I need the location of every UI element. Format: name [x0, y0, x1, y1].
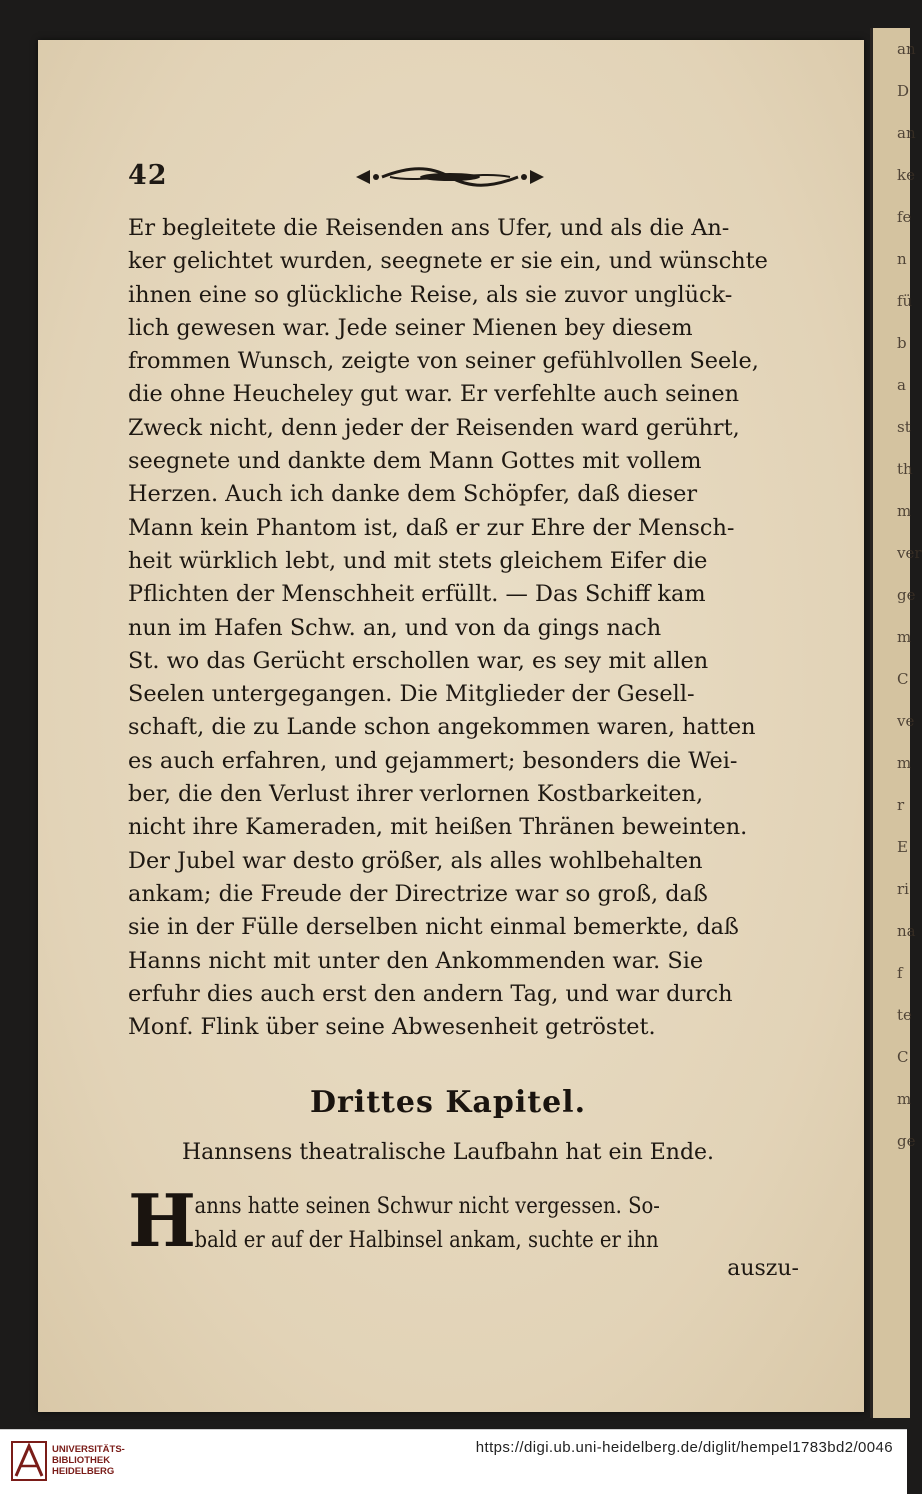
text-line: sie in der Fülle derselben nicht einmal bemerkte, daß	[128, 914, 739, 941]
facing-page-fragment: st	[897, 418, 911, 436]
facing-page-fragment: ke	[897, 166, 915, 184]
facing-page-fragment: E	[897, 838, 908, 856]
text-line: es auch erfahren, und gejammert; besonders die Wei-	[128, 747, 738, 774]
university-library-logo-icon	[10, 1438, 48, 1484]
facing-page-fragment: fe	[897, 208, 912, 226]
text-line: Der Jubel war desto größer, als alles wohlbehalten	[128, 847, 703, 874]
text-line: Zweck nicht, denn jeder der Reisenden ward gerührt,	[128, 414, 740, 441]
text-line: erfuhr dies auch erst den andern Tag, und war durch	[128, 980, 733, 1007]
text-line: Monf. Flink über seine Abwesenheit getröstet.	[128, 1014, 656, 1041]
facing-page-fragment: ge	[897, 586, 916, 604]
chapter-line: bald er auf der Halbinsel ankam, suchte er ihn	[194, 1226, 659, 1253]
text-line: ber, die den Verlust ihrer verlornen Kostbarkeiten,	[128, 781, 704, 808]
chapter-line: anns hatte seinen Schwur nicht vergessen. So-	[194, 1193, 660, 1219]
facing-page-fragment: na	[897, 922, 916, 940]
page-header	[128, 160, 768, 192]
text-line: Herzen. Auch ich danke dem Schöpfer, daß dieser	[128, 481, 698, 508]
text-line: ker gelichtet wurden, seegnete er sie ein, und wünschte	[128, 248, 768, 275]
text-line: Seelen untergegangen. Die Mitglieder der Gesell-	[128, 681, 695, 708]
facing-page-fragment: m	[897, 754, 912, 772]
facing-page-fragment: ver	[897, 544, 922, 562]
facing-page-fragment: ve	[897, 712, 915, 730]
flourish-ornament-icon	[350, 164, 550, 190]
facing-page-fragment: C	[897, 1048, 909, 1066]
chapter-subtitle: Hannsens theatralische Laufbahn hat ein Ende.	[181, 1140, 715, 1165]
facing-page-fragment: a	[897, 376, 906, 394]
facing-page-fragment: m	[897, 502, 912, 520]
catchword: auszu-	[727, 1256, 799, 1281]
text-line: Pflichten der Menschheit erfüllt. — Das Schiff kam	[128, 581, 706, 608]
text-line: Mann kein Phantom ist, daß er zur Ehre der Mensch-	[128, 514, 735, 541]
text-line: ankam; die Freude der Directrize war so groß, daß	[128, 880, 708, 907]
facing-page-fragment: an	[897, 124, 916, 142]
page-number: 42	[128, 160, 168, 191]
text-line: ihnen eine so glückliche Reise, als sie zuvor unglück-	[128, 281, 733, 308]
text-line: nun im Hafen Schw. an, und von da gings nach	[128, 614, 662, 641]
text-line: Er begleitete die Reisenden ans Ufer, und als die An-	[128, 215, 730, 241]
text-line: nicht ihre Kameraden, mit heißen Thränen beweinten.	[128, 814, 748, 841]
facing-page-fragment: ri	[897, 880, 909, 898]
facing-page-fragment: th	[897, 460, 913, 478]
facing-page-fragment: te	[897, 1006, 912, 1024]
text-line: heit würklich lebt, und mit stets gleichem Eifer die	[128, 547, 708, 574]
drop-cap: H	[128, 1178, 197, 1263]
facing-page-fragment: f	[897, 964, 903, 982]
text-line: lich gewesen war. Jede seiner Mienen bey diesem	[128, 314, 693, 341]
permalink-url[interactable]: https://digi.ub.uni-heidelberg.de/diglit/hempel1783bd2/0046	[475, 1439, 893, 1456]
text-line: frommen Wunsch, zeigte von seiner gefühlvollen Seele,	[128, 348, 759, 375]
chapter-opening	[128, 1178, 768, 1263]
viewer-footer	[0, 1429, 907, 1494]
facing-page-fragment: D	[897, 82, 910, 100]
text-line: Hanns nicht mit unter den Ankommenden war. Sie	[128, 947, 704, 974]
facing-page-fragment: ge	[897, 1132, 916, 1150]
facing-page-fragment: C	[897, 670, 909, 688]
facing-page-fragment: an	[897, 40, 916, 58]
facing-page-edge	[870, 28, 922, 1418]
facing-page-fragment: b	[897, 334, 907, 352]
facing-page-fragment: fü	[897, 292, 913, 310]
facing-page-fragment: r	[897, 796, 905, 814]
main-text	[128, 212, 768, 1044]
chapter-title: Drittes Kapitel.	[309, 1085, 587, 1120]
library-name[interactable]: UNIVERSITÄTS- BIBLIOTHEK HEIDELBERG	[52, 1444, 125, 1477]
text-line: die ohne Heucheley gut war. Er verfehlte auch seinen	[128, 381, 740, 408]
text-line: St. wo das Gerücht erschollen war, es sey mit allen	[128, 647, 709, 674]
text-line: schaft, die zu Lande schon angekommen waren, hatten	[128, 714, 756, 741]
facing-page-fragment: m	[897, 628, 912, 646]
text-line: seegnete und dankte dem Mann Gottes mit vollem	[128, 448, 702, 475]
facing-page-fragment: n	[897, 250, 907, 268]
facing-page-fragment: m	[897, 1090, 912, 1108]
